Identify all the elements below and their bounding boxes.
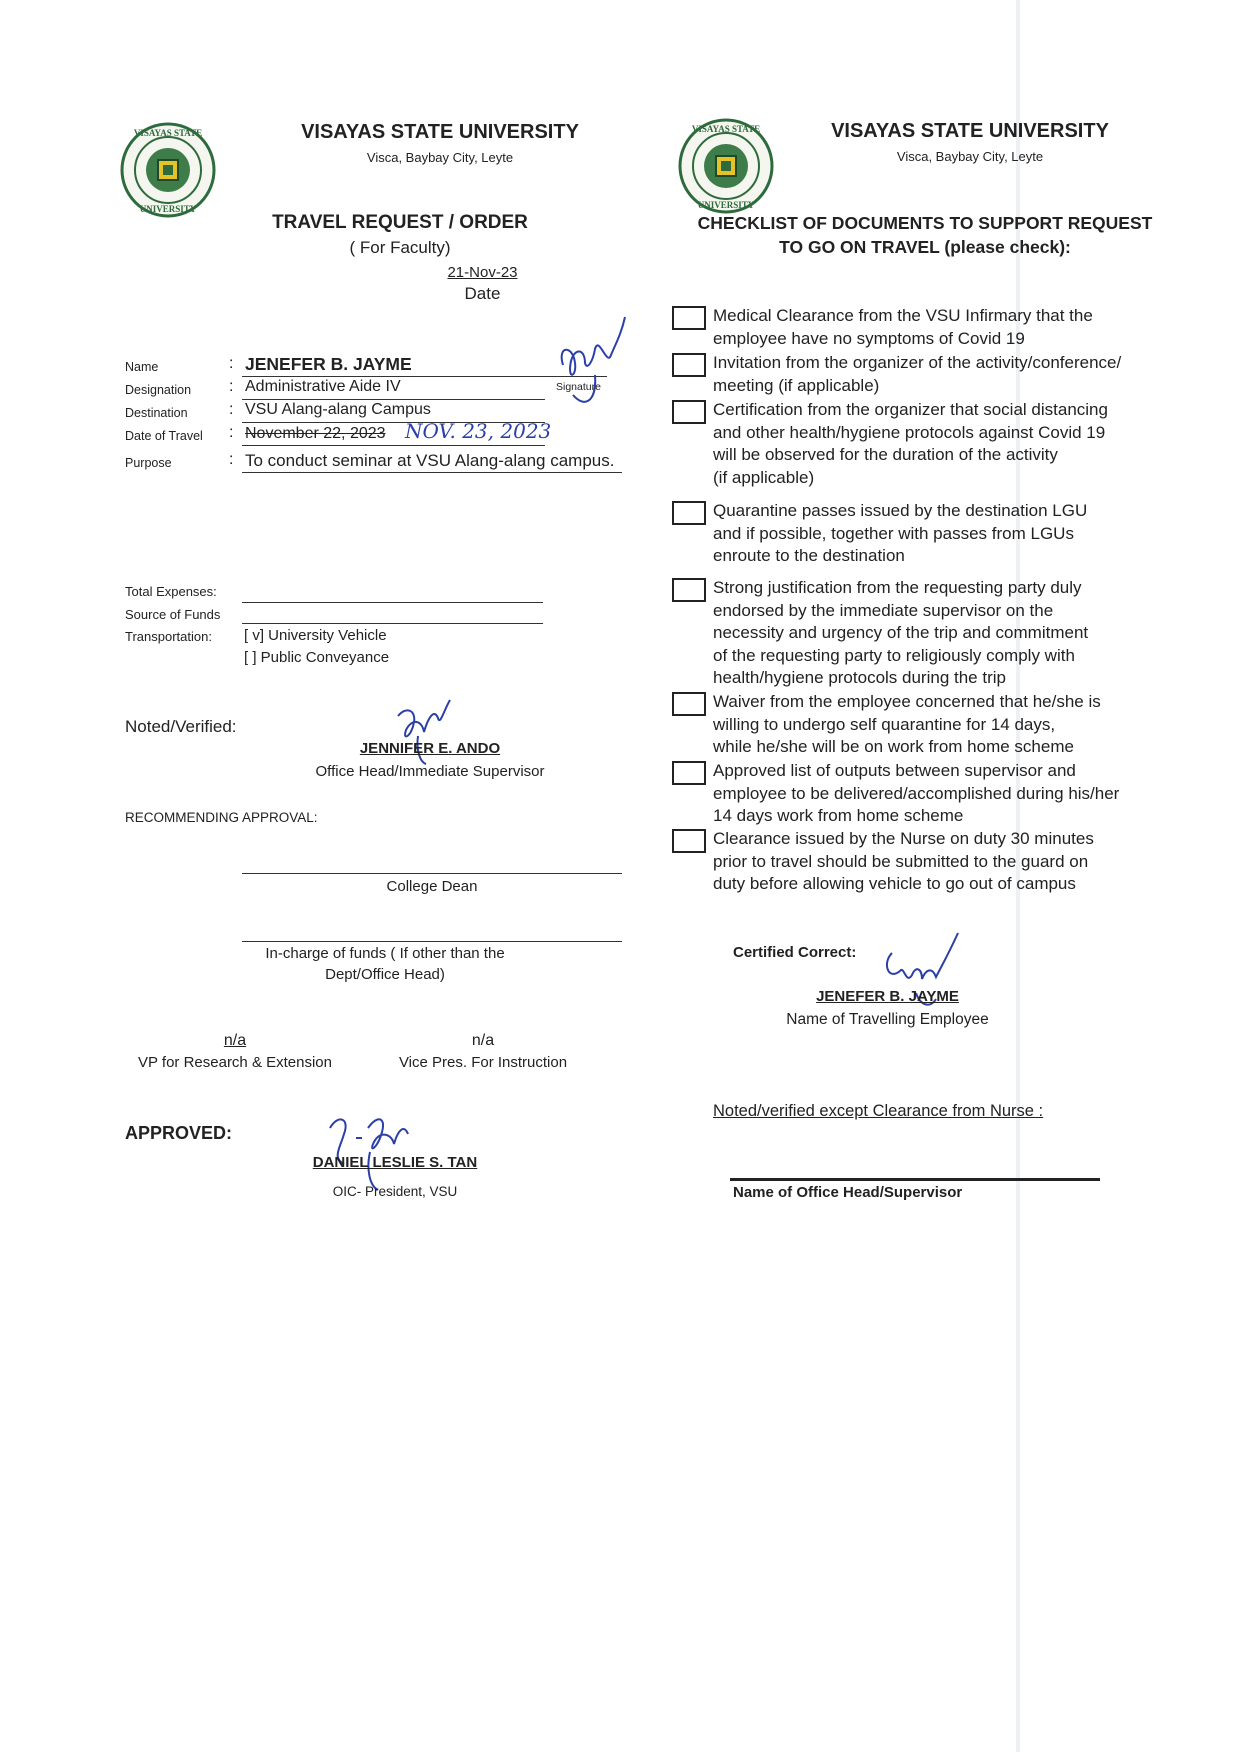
checklist-item-line: while he/she will be on work from home scheme [713,737,1074,756]
dean-label: College Dean [386,878,478,895]
vp-instruction-label: Vice Pres. For Instruction [398,1054,568,1071]
checklist-item-line: enroute to the destination [713,546,905,565]
date-of-travel-label: Date of Travel [125,429,203,443]
date-of-travel-handwritten: NOV. 23, 2023 [405,419,552,443]
travelling-employee-name: JENEFER B. JAYME [816,988,959,1005]
svg-text:UNIVERSITY: UNIVERSITY [697,200,755,210]
checklist-item-line: Strong justification from the requesting party duly [713,578,1082,597]
noted-verified-label: Noted/Verified: [125,717,237,736]
office-head-caption: Name of Office Head/Supervisor [733,1184,963,1201]
purpose-value: To conduct seminar at VSU Alang-alang campus. [245,451,615,470]
checklist-checkbox[interactable] [672,501,706,525]
name-underline [242,376,607,377]
university-address: Visca, Baybay City, Leyte [896,149,1044,164]
checklist-title-line1: CHECKLIST OF DOCUMENTS TO SUPPORT REQUEST [697,213,1153,233]
approved-label: APPROVED: [125,1123,233,1143]
checklist-item-line: will be observed for the duration of the activity [713,445,1058,464]
purpose-label: Purpose [125,456,172,470]
svg-text:VISAYAS STATE: VISAYAS STATE [691,124,761,134]
checklist-item-line: meeting (if applicable) [713,375,880,395]
colon: : [229,401,234,418]
checklist-item-line: of the requesting party to religiously comply with [713,645,1075,665]
transportation-label: Transportation: [125,629,212,644]
certified-correct-label: Certified Correct: [733,944,857,961]
checklist-item-line: Clearance issued by the Nurse on duty 30 minutes [713,829,1094,848]
checklist-item [713,500,1173,568]
recommending-approval-label: RECOMMENDING APPROVAL: [125,810,318,825]
checklist-checkbox[interactable] [672,306,706,330]
checklist-item-line: necessity and urgency of the trip and commitment [713,623,1089,642]
noted-except-nurse-label: Noted/verified except Clearance from Nurse : [713,1102,1044,1120]
president-name: DANIEL LESLIE S. TAN [312,1154,478,1171]
checklist-item [713,691,1173,759]
checklist-item-line: and other health/hygiene protocols against Covid 19 [713,422,1106,442]
checklist-item [713,399,1173,489]
university-seal-icon [120,122,216,218]
date-of-travel-underline [242,445,545,446]
checklist-item-line: employee have no symptoms of Covid 19 [713,328,1025,348]
checklist-item-line: Medical Clearance from the VSU Infirmary that the [713,306,1093,325]
university-address: Visca, Baybay City, Leyte [366,150,514,165]
date-of-travel-struck: November 22, 2023 [245,425,386,442]
president-title: OIC- President, VSU [332,1184,458,1199]
checklist-item-line: Certification from the organizer that social distancing [713,400,1108,419]
purpose-underline [242,472,622,473]
checklist-title-line2: TO GO ON TRAVEL (please check): [779,237,1071,257]
form-title: TRAVEL REQUEST / ORDER [272,212,528,233]
checklist-item [713,828,1173,896]
name-label: Name [125,360,159,374]
colon: : [229,378,234,395]
transport-option-university-vehicle: [ v] University Vehicle [244,627,387,644]
vp-instruction-value: n/a [471,1032,495,1049]
checklist-item-line: 14 days work from home scheme [713,806,964,825]
source-of-funds-label: Source of Funds [125,607,221,622]
university-name: VISAYAS STATE UNIVERSITY [301,121,579,143]
checklist-item-line: Waiver from the employee concerned that he/she is [713,692,1101,711]
colon: : [229,424,234,441]
vp-research-label: VP for Research & Extension [138,1054,332,1071]
checklist-item [713,352,1173,397]
checklist-checkbox[interactable] [672,829,706,853]
colon: : [229,355,234,372]
checklist-item-line: and if possible, together with passes from LGUs [713,523,1074,543]
svg-text:UNIVERSITY: UNIVERSITY [139,204,197,214]
transport-option-public-conveyance: [ ] Public Conveyance [244,649,390,666]
incharge-label-line2: Dept/Office Head) [325,966,445,983]
checklist-item-line: Quarantine passes issued by the destination LGU [713,501,1088,520]
designation-label: Designation [125,383,192,397]
supervisor-title: Office Head/Immediate Supervisor [315,763,545,780]
destination-value: VSU Alang-alang Campus [245,401,431,418]
checklist-item-line: Approved list of outputs between supervisor and [713,761,1076,780]
office-head-signature-line [730,1178,1100,1181]
applicant-signature-icon [555,305,635,415]
source-of-funds-underline [242,623,543,624]
checklist-item-line: endorsed by the immediate supervisor on the [713,600,1054,620]
checklist-item-line: health/hygiene protocols during the trip [713,668,1006,687]
checklist-checkbox[interactable] [672,692,706,716]
total-expenses-label: Total Expenses: [125,584,217,599]
designation-underline [242,399,545,400]
form-subtitle: ( For Faculty) [349,238,451,257]
dean-signature-line [242,873,622,874]
checklist-item-line: prior to travel should be submitted to the guard on [713,851,1089,871]
checklist-checkbox[interactable] [672,761,706,785]
checklist-item [713,577,1173,690]
supervisor-name: JENNIFER E. ANDO [359,740,501,757]
checklist-item [713,760,1173,828]
checklist-item-line: duty before allowing vehicle to go out of campus [713,874,1076,893]
checklist-item-line: willing to undergo self quarantine for 14 days, [713,714,1056,734]
checklist-item-line: Invitation from the organizer of the activity/conference/ [713,353,1122,372]
travelling-employee-caption: Name of Travelling Employee [786,1011,989,1028]
date-label: Date [464,284,501,303]
president-signature-icon [322,1104,432,1194]
checklist-item [713,305,1173,350]
destination-label: Destination [125,406,188,420]
colon: : [229,451,234,468]
designation-value: Administrative Aide IV [245,378,401,395]
svg-text:VISAYAS STATE: VISAYAS STATE [133,128,203,138]
checklist-item-line: (if applicable) [713,467,815,487]
signature-label: Signature [556,381,601,393]
date-value: 21-Nov-23 [447,264,518,281]
checklist-checkbox[interactable] [672,400,706,424]
checklist-checkbox[interactable] [672,578,706,602]
total-expenses-underline [242,602,543,603]
incharge-label-line1: In-charge of funds ( If other than the [265,945,505,962]
incharge-signature-line [242,941,622,942]
university-seal-icon [678,118,774,214]
name-value: JENEFER B. JAYME [245,354,412,374]
checklist-item-line: employee to be delivered/accomplished during his/her [713,783,1120,803]
university-name: VISAYAS STATE UNIVERSITY [831,120,1109,142]
checklist-checkbox[interactable] [672,353,706,377]
vp-research-value: n/a [223,1032,247,1049]
